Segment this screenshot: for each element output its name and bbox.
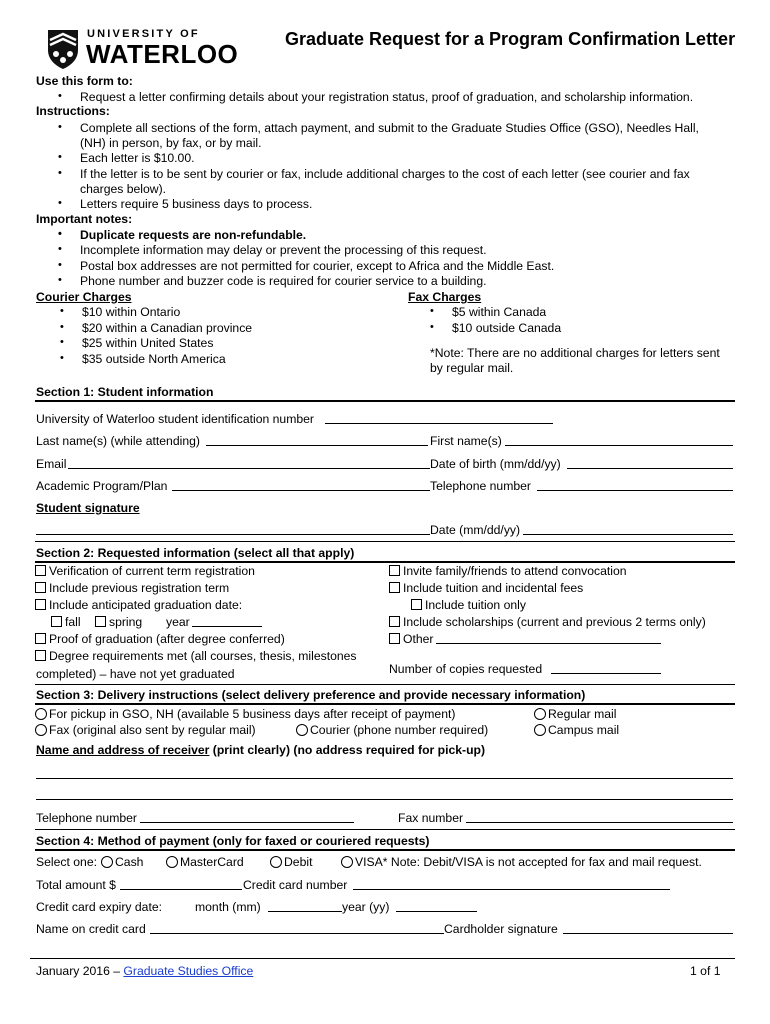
email-label: Email	[36, 457, 67, 471]
note-item: • Duplicate requests are non-refundable.	[80, 228, 306, 242]
cc-number-label: Credit card number	[243, 878, 348, 892]
instruction-item-cont: (NH) in person, by fax, or by mail.	[80, 136, 262, 150]
fall-option[interactable]: fall	[51, 615, 81, 629]
year-field[interactable]	[192, 626, 262, 627]
cc-number-field[interactable]	[353, 889, 670, 890]
page-title: Graduate Request for a Program Confirmation Letter	[285, 29, 736, 49]
invite-option[interactable]: Invite family/friends to attend convocation	[389, 564, 627, 578]
section1-divider	[35, 400, 735, 402]
tuition-fees-checkbox[interactable]	[389, 582, 400, 593]
courier-charge-item: • $35 outside North America	[82, 352, 226, 366]
select-one-label: Select one:	[36, 855, 97, 869]
logo-text-bottom: WATERLOO	[86, 39, 239, 69]
receiver-field-line1[interactable]	[36, 778, 733, 779]
courier-option[interactable]: Courier (phone number required)	[296, 723, 488, 737]
courier-radio[interactable]	[296, 724, 308, 736]
receiver-label: Name and address of receiver (print clearly) (no address required for pick-up)	[36, 743, 486, 757]
campus-mail-radio[interactable]	[534, 724, 546, 736]
courier-charges-heading: Courier Charges	[36, 290, 132, 304]
year-yy-label: year (yy)	[342, 900, 390, 914]
section1-heading: Section 1: Student information	[36, 385, 214, 399]
fax-charge-item: • $10 outside Canada	[452, 321, 561, 335]
visa-option[interactable]: VISA* Note: Debit/VISA is not accepted for fax and mail request.	[341, 855, 702, 869]
verification-checkbox[interactable]	[35, 565, 46, 576]
cardholder-signature-label: Cardholder signature	[444, 922, 558, 936]
tuition-only-option[interactable]: Include tuition only	[411, 598, 526, 612]
gso-link[interactable]: Graduate Studies Office	[123, 964, 254, 978]
receiver-field-line2[interactable]	[36, 799, 733, 800]
proof-option[interactable]: Proof of graduation (after degree conferred)	[35, 632, 285, 646]
use-item: • Request a letter confirming details about your registration status, proof of graduation, and scholarship information.	[80, 90, 693, 104]
cardholder-signature-field[interactable]	[563, 933, 733, 934]
tuition-fees-option[interactable]: Include tuition and incidental fees	[389, 581, 583, 595]
section3-top-divider	[35, 684, 735, 685]
fax-option[interactable]: Fax (original also sent by regular mail)	[35, 723, 256, 737]
university-logo	[46, 26, 239, 70]
regular-mail-option[interactable]: Regular mail	[534, 707, 616, 721]
program-label: Academic Program/Plan	[36, 479, 168, 493]
section2-top-divider	[35, 541, 735, 542]
notes-heading: Important notes:	[36, 212, 133, 226]
scholarships-checkbox[interactable]	[389, 616, 400, 627]
tuition-only-checkbox[interactable]	[411, 599, 422, 610]
page-number: 1 of 1	[690, 964, 721, 978]
mastercard-radio[interactable]	[166, 856, 178, 868]
fall-checkbox[interactable]	[51, 616, 62, 627]
note-item: • Postal box addresses are not permitted for courier, except to Africa and the Middle East.	[80, 259, 554, 273]
copies-label: Number of copies requested	[389, 662, 543, 676]
program-field[interactable]	[172, 490, 430, 491]
student-id-label: University of Waterloo student identification number	[36, 412, 314, 426]
previous-term-checkbox[interactable]	[35, 582, 46, 593]
total-amount-field[interactable]	[120, 889, 242, 890]
degree-option[interactable]: Degree requirements met (all courses, thesis, milestones	[35, 649, 357, 663]
phone-label: Telephone number	[430, 479, 531, 493]
previous-term-option[interactable]: Include previous registration term	[35, 581, 229, 595]
courier-charge-item: • $25 within United States	[82, 336, 213, 350]
fax-radio[interactable]	[35, 724, 47, 736]
section2-divider	[35, 561, 735, 563]
fax-charges-heading: Fax Charges	[408, 290, 482, 304]
month-field[interactable]	[268, 911, 342, 912]
instruction-item: • If the letter is to be sent by courier or fax, include additional charges to the cost of each letter (see courier and fax	[80, 167, 690, 181]
receiver-fax-label: Fax number	[398, 811, 464, 825]
receiver-phone-label: Telephone number	[36, 811, 137, 825]
cash-radio[interactable]	[101, 856, 113, 868]
degree-checkbox[interactable]	[35, 650, 46, 661]
year-label: year	[166, 615, 190, 629]
other-option[interactable]: Other	[389, 632, 433, 646]
email-field[interactable]	[68, 468, 430, 469]
degree-option-cont: completed) – have not yet graduated	[36, 667, 235, 681]
note-item: • Incomplete information may delay or prevent the processing of this request.	[80, 243, 486, 257]
student-signature-label: Student signature	[36, 501, 140, 515]
campus-mail-option[interactable]: Campus mail	[534, 723, 619, 737]
note-item: • Phone number and buzzer code is required for courier service to a building.	[80, 274, 486, 288]
last-name-field[interactable]	[206, 445, 428, 446]
use-heading: Use this form to:	[36, 74, 133, 88]
receiver-fax-field[interactable]	[466, 822, 733, 823]
visa-radio[interactable]	[341, 856, 353, 868]
cash-option[interactable]: Cash	[101, 855, 143, 869]
crest-icon	[46, 26, 80, 70]
fax-note-cont: by regular mail.	[430, 361, 514, 375]
scholarships-option[interactable]: Include scholarships (current and previous 2 terms only)	[389, 615, 706, 629]
student-signature-field[interactable]	[36, 534, 430, 535]
student-id-field[interactable]	[325, 423, 553, 424]
receiver-phone-field[interactable]	[140, 822, 354, 823]
instruction-item: • Each letter is $10.00.	[80, 151, 195, 165]
logo-text-top: UNIVERSITY OF	[87, 28, 200, 40]
debit-radio[interactable]	[270, 856, 282, 868]
other-checkbox[interactable]	[389, 633, 400, 644]
section2-heading: Section 2: Requested information (select all that apply)	[36, 546, 355, 560]
footer-divider	[30, 958, 735, 959]
phone-field[interactable]	[537, 490, 733, 491]
section4-top-divider	[35, 829, 735, 830]
fax-charge-item: • $5 within Canada	[452, 305, 546, 319]
debit-option[interactable]: Debit	[270, 855, 312, 869]
instruction-item: • Letters require 5 business days to process.	[80, 197, 312, 211]
other-field[interactable]	[436, 643, 661, 644]
spring-checkbox[interactable]	[95, 616, 106, 627]
instruction-item: • Complete all sections of the form, attach payment, and submit to the Graduate Studies Office (GSO), Needles Hall,	[80, 121, 699, 135]
month-label: month (mm)	[195, 900, 261, 914]
first-name-field[interactable]	[505, 445, 733, 446]
invite-checkbox[interactable]	[389, 565, 400, 576]
anticipated-checkbox[interactable]	[35, 599, 46, 610]
section3-heading: Section 3: Delivery instructions (select delivery preference and provide necessary information)	[36, 688, 586, 702]
section4-divider	[35, 849, 735, 851]
spring-option[interactable]: spring	[95, 615, 142, 629]
verification-option[interactable]: Verification of current term registration	[35, 564, 255, 578]
section4-heading: Section 4: Method of payment (only for faxed or couriered requests)	[36, 834, 430, 848]
pickup-option[interactable]: For pickup in GSO, NH (available 5 business days after receipt of payment)	[35, 707, 455, 721]
courier-charge-item: • $20 within a Canadian province	[82, 321, 252, 335]
pickup-radio[interactable]	[35, 708, 47, 720]
signature-date-label: Date (mm/dd/yy)	[430, 523, 521, 537]
dob-field[interactable]	[567, 468, 733, 469]
last-name-label: Last name(s) (while attending)	[36, 434, 200, 448]
fax-note: *Note: There are no additional charges for letters sent	[430, 346, 720, 360]
instructions-heading: Instructions:	[36, 104, 110, 118]
proof-checkbox[interactable]	[35, 633, 46, 644]
regular-mail-radio[interactable]	[534, 708, 546, 720]
mastercard-option[interactable]: MasterCard	[166, 855, 244, 869]
anticipated-option[interactable]: Include anticipated graduation date:	[35, 598, 242, 612]
name-on-card-field[interactable]	[150, 933, 444, 934]
copies-field[interactable]	[551, 673, 661, 674]
instruction-item-cont: charges below).	[80, 182, 167, 196]
expiry-label: Credit card expiry date:	[36, 900, 162, 914]
signature-date-field[interactable]	[523, 534, 733, 535]
dob-label: Date of birth (mm/dd/yy)	[430, 457, 561, 471]
total-amount-label: Total amount $	[36, 878, 116, 892]
courier-charge-item: • $10 within Ontario	[82, 305, 180, 319]
first-name-label: First name(s)	[430, 434, 502, 448]
name-on-card-label: Name on credit card	[36, 922, 146, 936]
year-yy-field[interactable]	[396, 911, 477, 912]
footer-date: January 2016 – Graduate Studies Office	[36, 964, 254, 978]
section3-divider	[35, 703, 735, 705]
